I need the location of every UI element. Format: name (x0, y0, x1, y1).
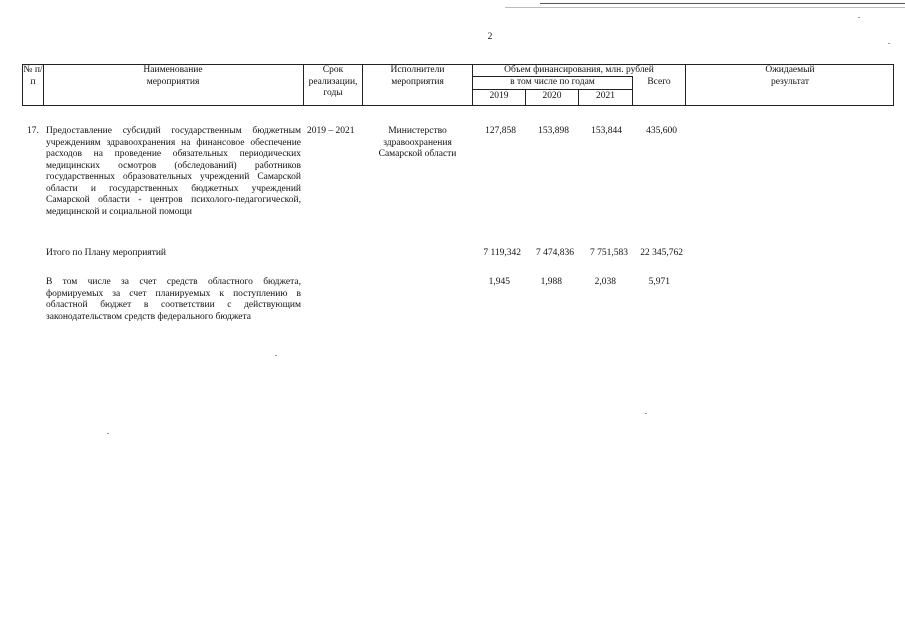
scan-speck (107, 433, 109, 434)
activity-name: Предоставление субсидий государственным бюджетным учреждениям здравоохранения на финансовое обеспечение расходов на проведение обязательных периодических медицинских осмотров (обследований) работников государственных образовательных учреждений Самарской области и государственных бюджетных учреждений Самарской области - центров психолого-педагогической, медицинской и социальной помощи (46, 126, 301, 217)
value-2019: 127,858 (485, 126, 516, 136)
value-total: 435,600 (646, 126, 677, 136)
regional-2019: 1,945 (488, 277, 510, 287)
scan-edge-line (540, 3, 905, 4)
header-executors: Исполнители мероприятия (390, 65, 445, 87)
scan-speck (645, 413, 647, 414)
total-2020: 7 474,836 (536, 248, 574, 258)
value-2020: 153,898 (538, 126, 569, 136)
header-total: Всего (647, 77, 671, 87)
header-year-2019: 2019 (489, 91, 509, 101)
header-num: № п/п (23, 65, 43, 87)
scan-edge-line (505, 7, 905, 8)
header-by-year: в том числе по годам (510, 77, 595, 87)
page-number: 2 (487, 32, 493, 42)
row-number: 17. (27, 126, 39, 136)
regional-total: 5,971 (648, 277, 670, 287)
header-year-2020: 2020 (542, 91, 562, 101)
total-2019: 7 119,342 (483, 248, 521, 258)
header-term: Срок реализации, годы (308, 65, 358, 98)
scan-speck (275, 355, 277, 356)
scan-speck (888, 43, 890, 44)
header-result: Ожидаемый результат (765, 65, 815, 87)
regional-2020: 1,988 (540, 277, 562, 287)
total-sum: 22 345,762 (640, 248, 683, 258)
regional-label: В том числе за счет средств областного бюджета, формируемых за счет планируемых к поступлению в областной бюджет в соответствии с действующим законодательством средств федерального бюджета (46, 277, 301, 322)
header-year-2021: 2021 (596, 91, 615, 101)
scan-speck (858, 17, 860, 18)
header-funding: Объем финансирования, млн. рублей (504, 65, 654, 75)
total-2021: 7 751,583 (590, 248, 628, 258)
activity-executor: Министерство здравоохранения Самарской области (378, 126, 457, 159)
total-label: Итого по Плану мероприятий (46, 248, 166, 258)
regional-2021: 2,038 (594, 277, 616, 287)
header-name: Наименование мероприятия (143, 65, 203, 87)
value-2021: 153,844 (591, 126, 622, 136)
activity-term: 2019 – 2021 (307, 126, 355, 136)
